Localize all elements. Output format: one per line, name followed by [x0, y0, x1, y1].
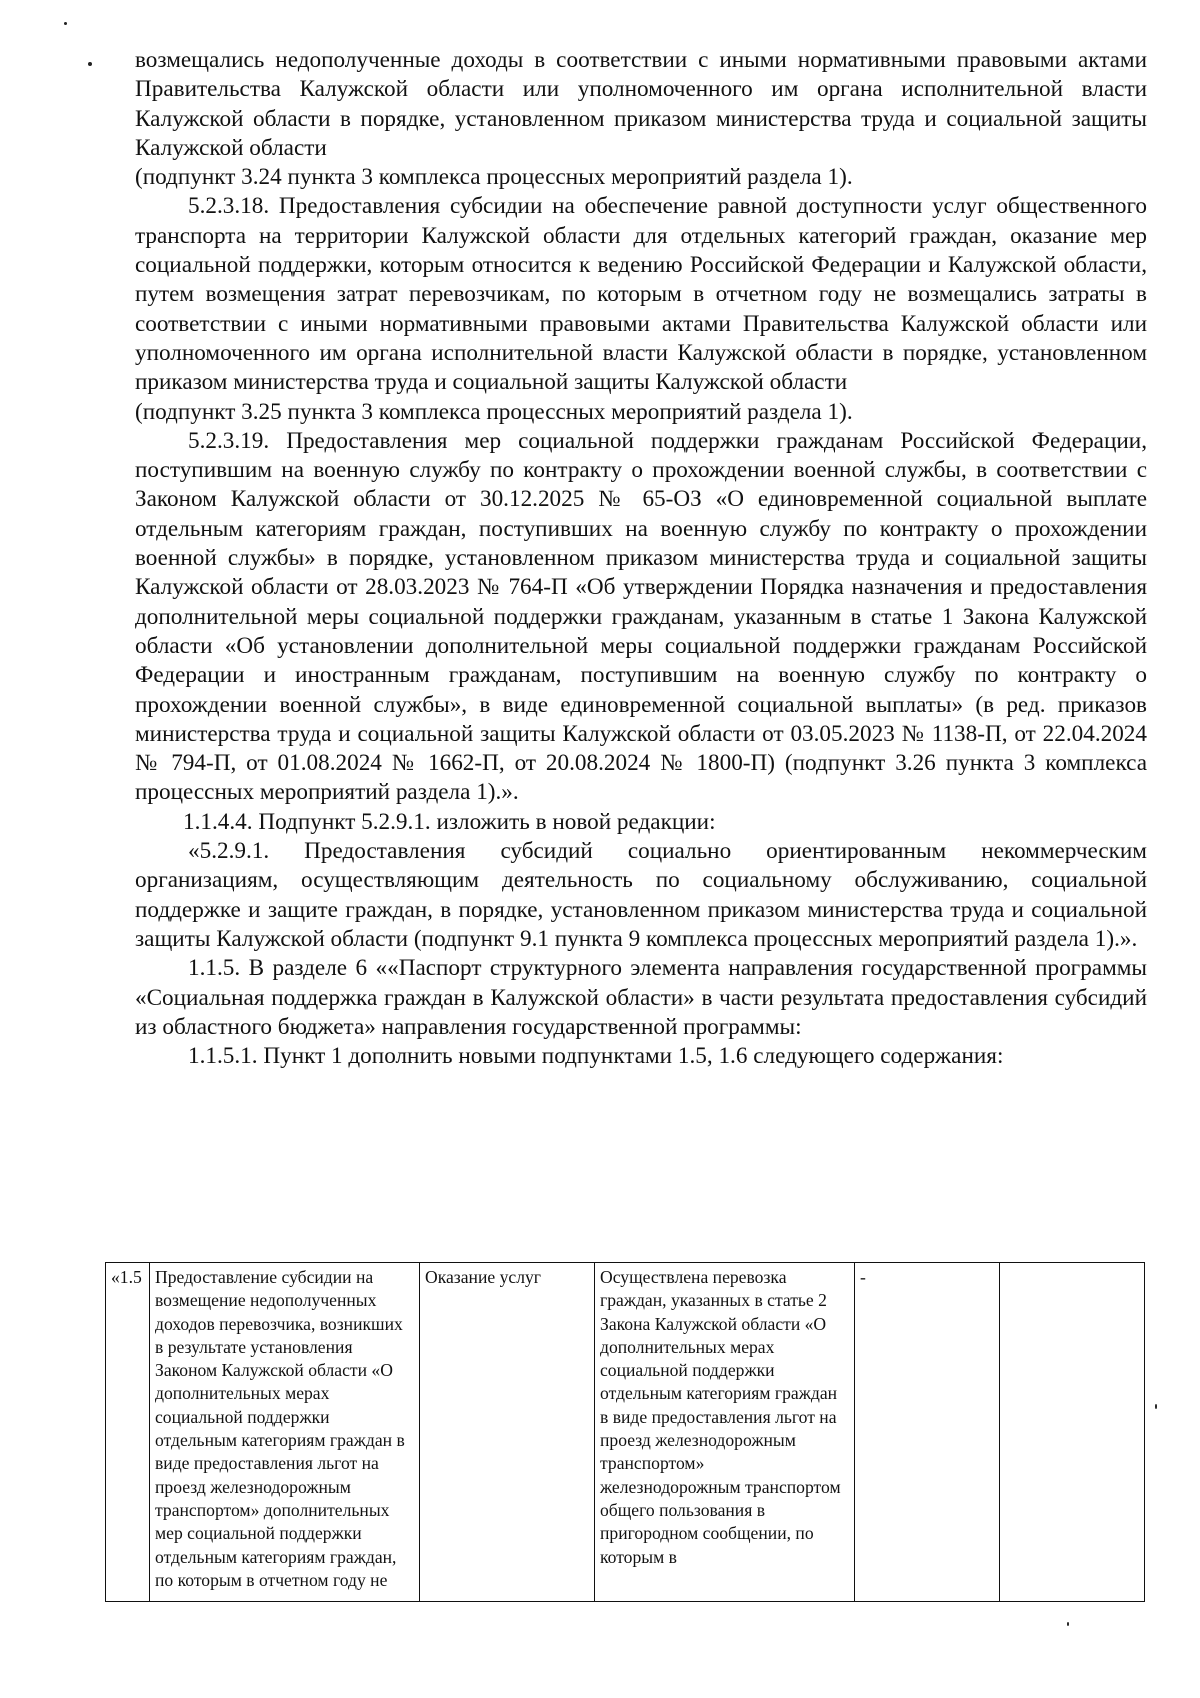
paragraph-1-1-4-4: 1.1.4.4. Подпункт 5.2.9.1. изложить в новой редакции:: [183, 808, 716, 835]
cell-extra: -: [855, 1263, 1000, 1602]
table-row: [106, 1263, 1145, 1602]
results-table: [105, 1262, 1145, 1602]
document-body: [135, 46, 1147, 1071]
paragraph-subpoint-ref: (подпункт 3.24 пункта 3 комплекса процессных мероприятий раздела 1).: [135, 164, 853, 191]
cell-number: «1.5: [106, 1263, 150, 1602]
cell-type: Оказание услуг: [420, 1263, 595, 1602]
scan-speck: [64, 22, 67, 25]
paragraph-continuation: возмещались недополученные доходы в соответствии с иными нормативными правовыми актами Правительства Калужской области или уполномоченного им органа исполнительной власти Калужской области в порядке, установленном приказом министерства труда и социальной защиты Калужской области: [135, 47, 1147, 161]
paragraph-5-2-3-18: 5.2.3.18. Предоставления субсидии на обеспечение равной доступности услуг общественного транспорта на территории Калужской области для отдельных категорий граждан, оказание мер социальной поддержки, которым относится к ведению Российской Федерации и Калужской области, путем возмещения затрат перевозчикам, по которым в отчетном году не возмещались затраты в соответствии с иными нормативными правовыми актами Правительства Калужской области или уполномоченного им органа исполнительной власти Калужской области в порядке, установленном приказом министерства труда и социальной защиты Калужской области: [135, 193, 1147, 396]
paragraph-1-1-5-1: 1.1.5.1. Пункт 1 дополнить новыми подпунктами 1.5, 1.6 следующего содержания:: [188, 1043, 1004, 1070]
paragraph-1-1-5: 1.1.5. В разделе 6 ««Паспорт структурного элемента направления государственной программы «Социальная поддержка граждан в Калужской области» в части результата предоставления субсидий из областного бюджета» направления государственной программы:: [135, 955, 1147, 1040]
paragraph-5-2-9-1: «5.2.9.1. Предоставления субсидий социально ориентированным некоммерческим организациям, осуществляющим деятельность по социальному обслуживанию, социальной поддержке и защите граждан, в порядке, установленном приказом министерства труда и социальной защиты Калужской области (подпункт 9.1 пункта 9 комплекса процессных мероприятий раздела 1).».: [135, 838, 1147, 952]
scan-speck: [88, 62, 92, 66]
cell-last: [1000, 1263, 1145, 1602]
scan-speck: [1067, 1622, 1069, 1626]
cell-result: Осуществлена перевозка граждан, указанных в статье 2 Закона Калужской области «О дополнительных мерах социальной поддержки отдельным категориям граждан в виде предоставления льгот на проезд железнодорожным транспортом» железнодорожным транспортом общего пользования в пригородном сообщении, по которым в: [595, 1263, 855, 1602]
cell-name: Предоставление субсидии на возмещение недополученных доходов перевозчика, возникших в результате установления Законом Калужской области «О дополнительных мерах социальной поддержки отдельным категориям граждан в виде предоставления льгот на проезд железнодорожным транспортом» дополнительных мер социальной поддержки отдельным категориям граждан, по которым в отчетном году не: [150, 1263, 420, 1602]
scan-speck: [1155, 1404, 1157, 1409]
paragraph-subpoint-ref: (подпункт 3.25 пункта 3 комплекса процессных мероприятий раздела 1).: [135, 398, 853, 425]
paragraph-5-2-3-19: 5.2.3.19. Предоставления мер социальной поддержки гражданам Российской Федерации, поступившим на военную службу по контракту о прохождении военной службы, в соответствии с Законом Калужской области от 30.12.2025 № 65-ОЗ «О единовременной социальной выплате отдельным категориям граждан, поступивших на военную службу по контракту о прохождении военной службы» в порядке, установленном приказом министерства труда и социальной защиты Калужской области от 28.03.2023 № 764-П «Об утверждении Порядка назначения и предоставления дополнительной меры социальной поддержки гражданам, указанным в статье 1 Закона Калужской области «Об установлении дополнительной меры социальной поддержки гражданам Российской Федерации и иностранным гражданам, поступившим на военную службу по контракту о прохождении военной службы», в виде единовременной социальной выплаты» (в ред. приказов министерства труда и социальной защиты Калужской области от 03.05.2023 № 1138-П, от 22.04.2024 № 794-П, от 01.08.2024 № 1662-П, от 20.08.2024 № 1800-П) (подпункт 3.26 пункта 3 комплекса процессных мероприятий раздела 1).».: [135, 427, 1147, 806]
